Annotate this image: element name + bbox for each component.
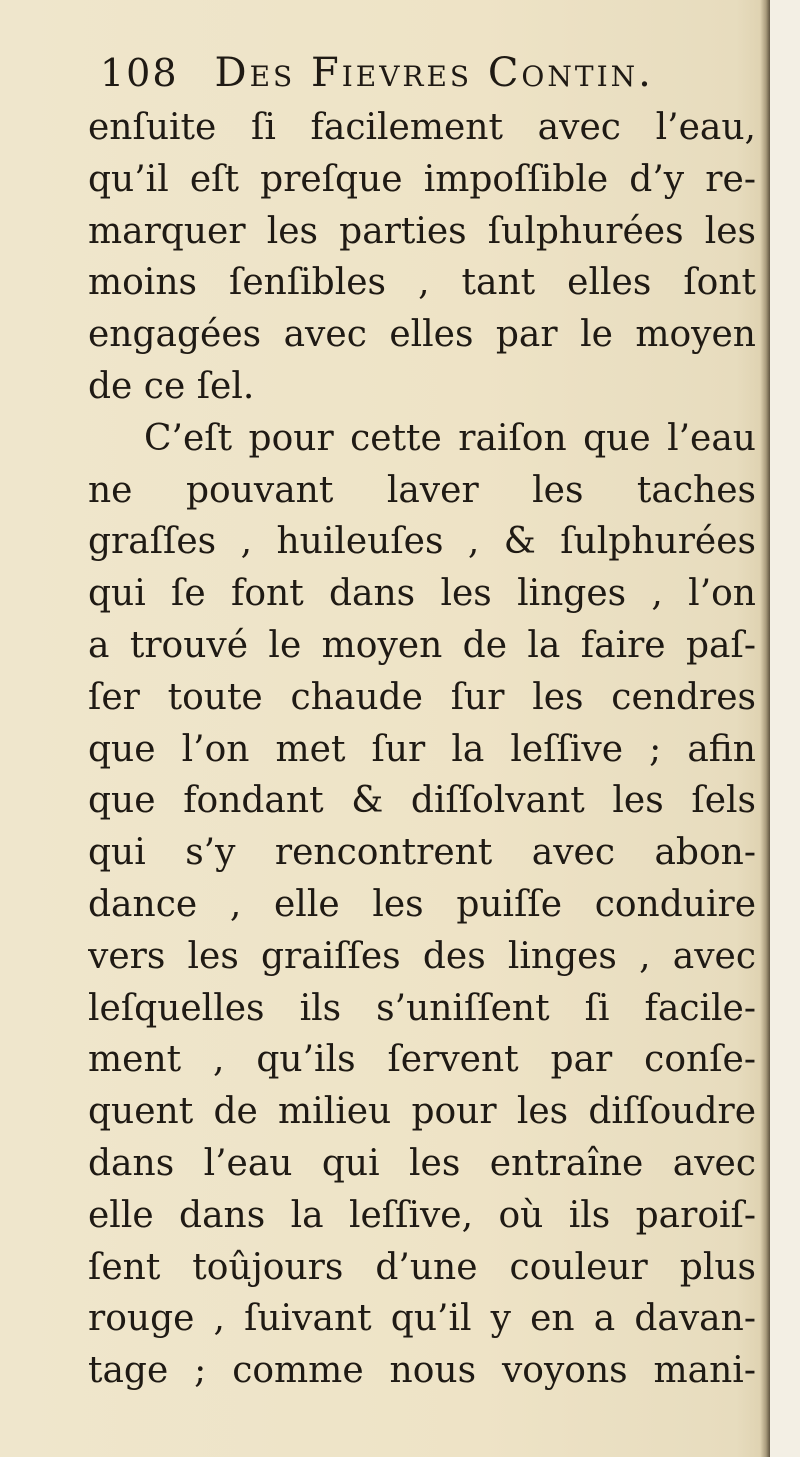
text-line: ſent toûjours d’une couleur plus [88,1246,756,1288]
text-line: que l’on met ſur la leſſive ; afin [88,728,756,770]
paragraph-start-line: C’eſt pour cette raiſon que l’eau [144,417,756,459]
text-line: ment , qu’ils ſervent par conſe- [88,1039,756,1081]
text-line: elle dans la leſſive, où ils paroiſ- [88,1194,756,1236]
text-line: ſer toute chaude ſur les cendres [88,676,756,718]
text-line: qui s’y rencontrent avec abon- [88,832,756,874]
running-title: Des Fievres Contin. [214,50,654,96]
text-line: qu’il eſt preſque impoſſible d’y re- [88,158,756,200]
text-line: dans l’eau qui les entraîne avec [88,1142,756,1184]
text-line: quent de milieu pour les diſſoudre [88,1091,756,1133]
text-line: ne pouvant laver les taches [88,469,756,511]
text-line: enſuite ſi facilement avec l’eau, [88,107,756,148]
text-line: de ce ſel. [88,365,255,407]
text-line: que fondant & diſſolvant les ſels [88,780,756,822]
text-line: a trouvé le moyen de la faire paſ- [88,624,756,666]
text-line: qui ſe font dans les linges , l’on [88,573,756,615]
text-line: tage ; comme nous voyons mani- [88,1350,756,1392]
text-line: marquer les parties ſulphurées les [88,210,756,252]
text-line: moins ſenſibles , tant elles ſont [88,262,756,304]
text-line: vers les graiſſes des linges , avec [88,935,756,977]
body-text [88,102,756,1397]
page-gutter-shadow [760,0,770,1457]
text-line: graſſes , huileuſes , & ſulphurées [88,521,756,563]
next-page-edge [770,0,800,1457]
text-line: rouge , ſuivant qu’il y en a davan- [88,1298,756,1340]
text-line: leſquelles ils s’uniſſent ſi facile- [88,987,756,1029]
running-header [100,50,700,110]
text-line: engagées avec elles par le moyen [88,314,756,356]
page-number: 108 [100,51,179,95]
text-line: dance , elle les puiſſe conduire [88,883,756,925]
